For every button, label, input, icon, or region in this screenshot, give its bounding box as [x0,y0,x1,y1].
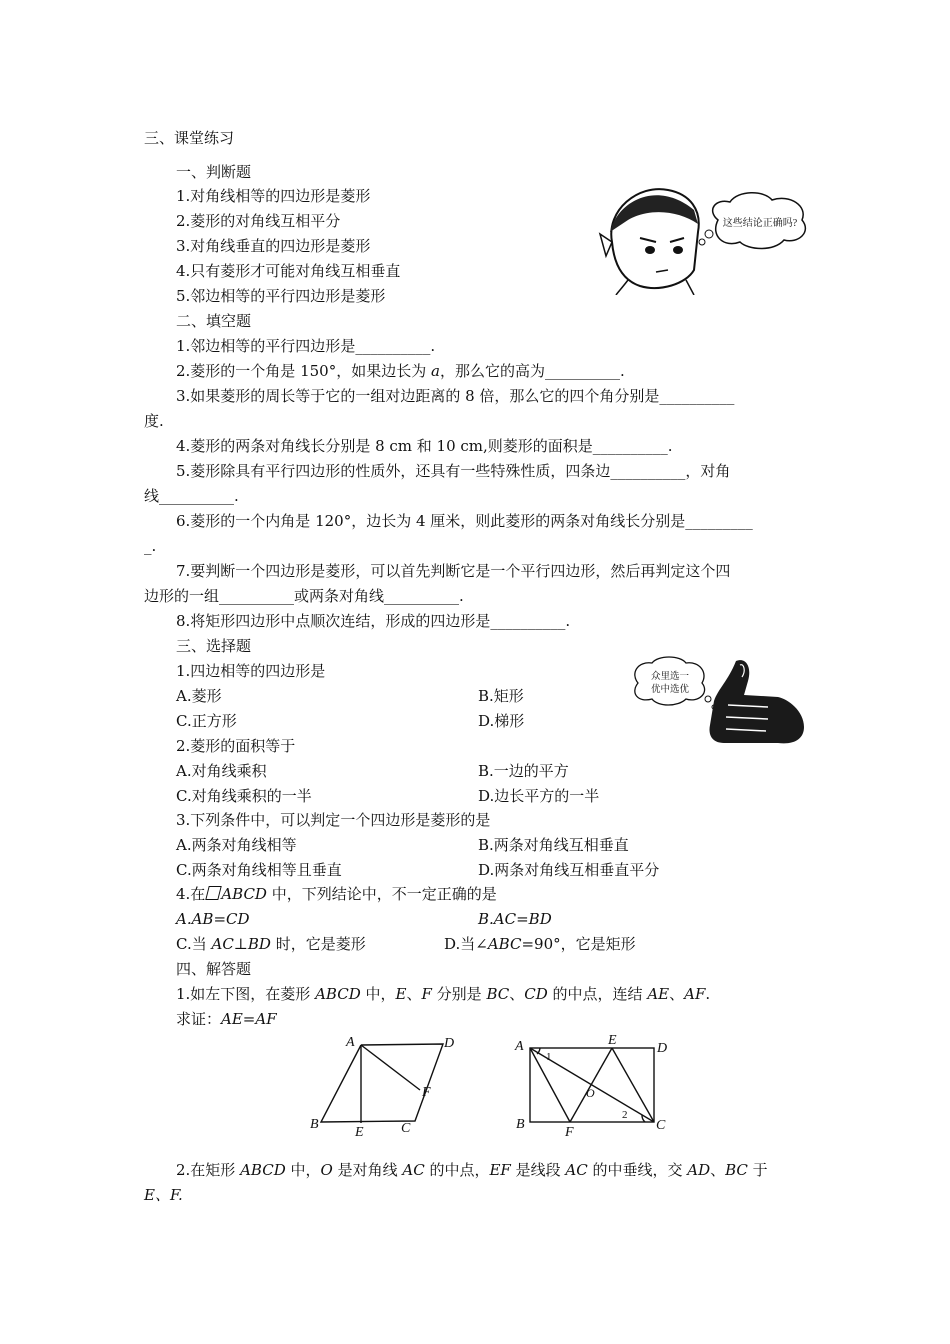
judge-item-3: 3.对角线垂直的四边形是菱形 [176,237,371,255]
fill-q7-line2: 边形的一组__________或两条对角线__________. [144,587,464,605]
bubble-text-line2: 优中选优 [650,685,690,695]
cartoon-thinking-boy [598,180,818,295]
fig1-label-b: B [310,1117,319,1132]
fill-heading: 二、填空题 [176,312,252,330]
fig1-label-d: D [444,1036,455,1051]
fill-q7-line1: 7.要判断一个四边形是菱形，可以首先判断它是一个平行四边形，然后再判定这个四 [176,562,731,580]
solve-q1-sep1: 、 [406,985,422,1003]
solve-q1-t3: 分别是 [431,985,487,1003]
choice-q4-d-prefix: D.当∠ [444,935,488,953]
choice-q4-suffix: 中，下列结论中，不一定正确的是 [266,885,497,903]
prove-equation: AE=AF [221,1010,277,1028]
bubble-text-line1: 众里选一 [650,672,690,682]
fig1-label-e: E [355,1125,364,1140]
choice-q4-c-var: AC⊥BD [211,935,271,953]
solve-q1-sep3: 、 [669,985,685,1003]
choice-q4-option-a: A.AB=CD [176,910,250,928]
fill-q2 [176,361,625,381]
choice-q1-option-d: D.梯形 [478,712,525,730]
fill-q5-line2: 线__________. [144,487,239,505]
section-header: 三、课堂练习 [144,129,235,147]
choice-q4-option-c [176,934,366,954]
choice-q1: 1.四边相等的四边形是 [176,662,326,680]
solve-q1-t2: 中， [360,985,396,1003]
fill-q2-part1: 2.菱形的一个角是 150°，如果边长为 [176,362,431,380]
fig2-angle-2: 2 [622,1109,628,1121]
choice-q4-d-suffix: =90°，它是矩形 [521,935,636,953]
judge-item-2: 2.菱形的对角线互相平分 [176,212,341,230]
figure-rhombus [300,1030,470,1142]
choice-q4-prefix: 4.在 [176,885,206,903]
solve-q1-f: F [421,985,432,1003]
choice-q2-option-a: A.对角线乘积 [176,762,267,780]
solve-q1-ae: AE [647,985,670,1003]
choice-q4-d-var: ABC [487,935,522,953]
fig2-label-a: A [515,1039,524,1054]
prove-label: 求证： [176,1010,222,1028]
solve-q2-ef: EF [489,1161,511,1179]
solve-q2-o: O [320,1161,333,1179]
fig1-label-f: F [422,1085,431,1100]
fill-q2-part2: ，那么它的高为__________. [439,362,625,380]
choice-heading: 三、选择题 [176,637,252,655]
choice-q4-c-prefix: C.当 [176,935,212,953]
choice-q1-option-c: C.正方形 [176,712,237,730]
solve-q2-line1 [176,1160,768,1180]
figure-rectangle [510,1030,680,1142]
solve-heading: 四、解答题 [176,960,252,978]
solve-q1-af: AF [684,985,706,1003]
fig2-angle-1: 1 [546,1051,552,1063]
solve-q1-t4: 的中点，连结 [547,985,648,1003]
fill-q3-line1: 3.如果菱形的周长等于它的一组对边距离的 8 倍，那么它的四个角分别是__________ [176,387,735,405]
judge-heading: 一、判断题 [176,163,252,181]
fill-q2-var: a [430,362,440,380]
solve-q1 [176,984,710,1004]
choice-q3-option-a: A.两条对角线相等 [176,836,297,854]
solve-q1-cd: CD [524,985,548,1003]
fill-q8: 8.将矩形四边形中点顺次连结，形成的四边形是__________. [176,612,571,630]
solve-q2-t6: 的中垂线，交 [587,1161,688,1179]
choice-q3-option-c: C.两条对角线相等且垂直 [176,861,342,879]
parallelogram-icon [206,886,222,900]
solve-q2-t5: 是线段 [510,1161,566,1179]
fill-q6-line2: _. [144,537,157,555]
solve-q1-t1: 1.如左下图，在菱形 [176,985,316,1003]
judge-item-4: 4.只有菱形才可能对角线互相垂直 [176,262,401,280]
choice-q4-c-suffix: 时，它是菱形 [270,935,366,953]
choice-q3-option-d: D.两条对角线互相垂直平分 [478,861,660,879]
choice-q3-option-b: B.两条对角线互相垂直 [478,836,629,854]
choice-q1-option-a: A.菱形 [176,687,222,705]
solve-q2-t1: 2.在矩形 [176,1161,241,1179]
solve-q2-t4: 的中点， [424,1161,490,1179]
solve-q2-t8: 于 [747,1161,768,1179]
choice-q1-option-b: B.矩形 [478,687,524,705]
choice-q4-option-d [444,934,636,954]
solve-q2-ac2: AC [565,1161,588,1179]
fig2-label-b: B [516,1117,525,1132]
choice-q3: 3.下列条件中，可以判定一个四边形是菱形的是 [176,811,491,829]
solve-q2-t2: 中， [285,1161,321,1179]
choice-q2-option-b: B.一边的平方 [478,762,569,780]
fill-q4: 4.菱形的两条对角线长分别是 8 cm 和 10 cm,则菱形的面积是__________. [176,437,673,455]
choice-q2: 2.菱形的面积等于 [176,737,296,755]
solve-q2-t3: 是对角线 [332,1161,403,1179]
solve-q1-sep2: 、 [509,985,525,1003]
fig2-label-d: D [657,1041,668,1056]
judge-item-5: 5.邻边相等的平行四边形是菱形 [176,287,386,305]
fig2-label-e: E [608,1033,617,1048]
solve-q1-prove [176,1009,277,1029]
fill-q1: 1.邻边相等的平行四边形是__________. [176,337,436,355]
choice-q2-option-d: D.边长平方的一半 [478,787,600,805]
choice-q4 [176,884,497,904]
choice-q4-option-b: B.AC=BD [478,910,552,928]
solve-q2-abcd: ABCD [240,1161,286,1179]
solve-q2-t7: 、 [710,1161,726,1179]
solve-q1-shape: ABCD [315,985,361,1003]
judge-item-1: 1.对角线相等的四边形是菱形 [176,187,371,205]
fig2-label-c: C [656,1118,666,1133]
fig2-label-f: F [565,1125,574,1140]
fig1-label-c: C [401,1121,411,1136]
fill-q6-line1: 6.菱形的一个内角是 120°，边长为 4 厘米，则此菱形的两条对角线长分别是_________ [176,512,753,530]
solve-q1-end: . [705,985,711,1003]
bubble-text-question: 这些结论正确吗? [722,218,798,229]
solve-q1-bc: BC [486,985,510,1003]
solve-q2-ac: AC [402,1161,425,1179]
solve-q2-line2: E、F. [144,1186,183,1204]
fig2-label-o: O [586,1086,595,1100]
solve-q2-bc: BC [725,1161,748,1179]
thumbs-up-cartoon [628,655,808,750]
fill-q5-line1: 5.菱形除具有平行四边形的性质外，还具有一些特殊性质，四条边__________，对角 [176,462,731,480]
choice-q2-option-c: C.对角线乘积的一半 [176,787,312,805]
solve-q2-ad: AD [687,1161,711,1179]
fill-q3-line2: 度. [144,412,164,430]
choice-q4-shape: ABCD [221,885,267,903]
fig1-label-a: A [346,1035,355,1050]
solve-q1-e: E [395,985,407,1003]
